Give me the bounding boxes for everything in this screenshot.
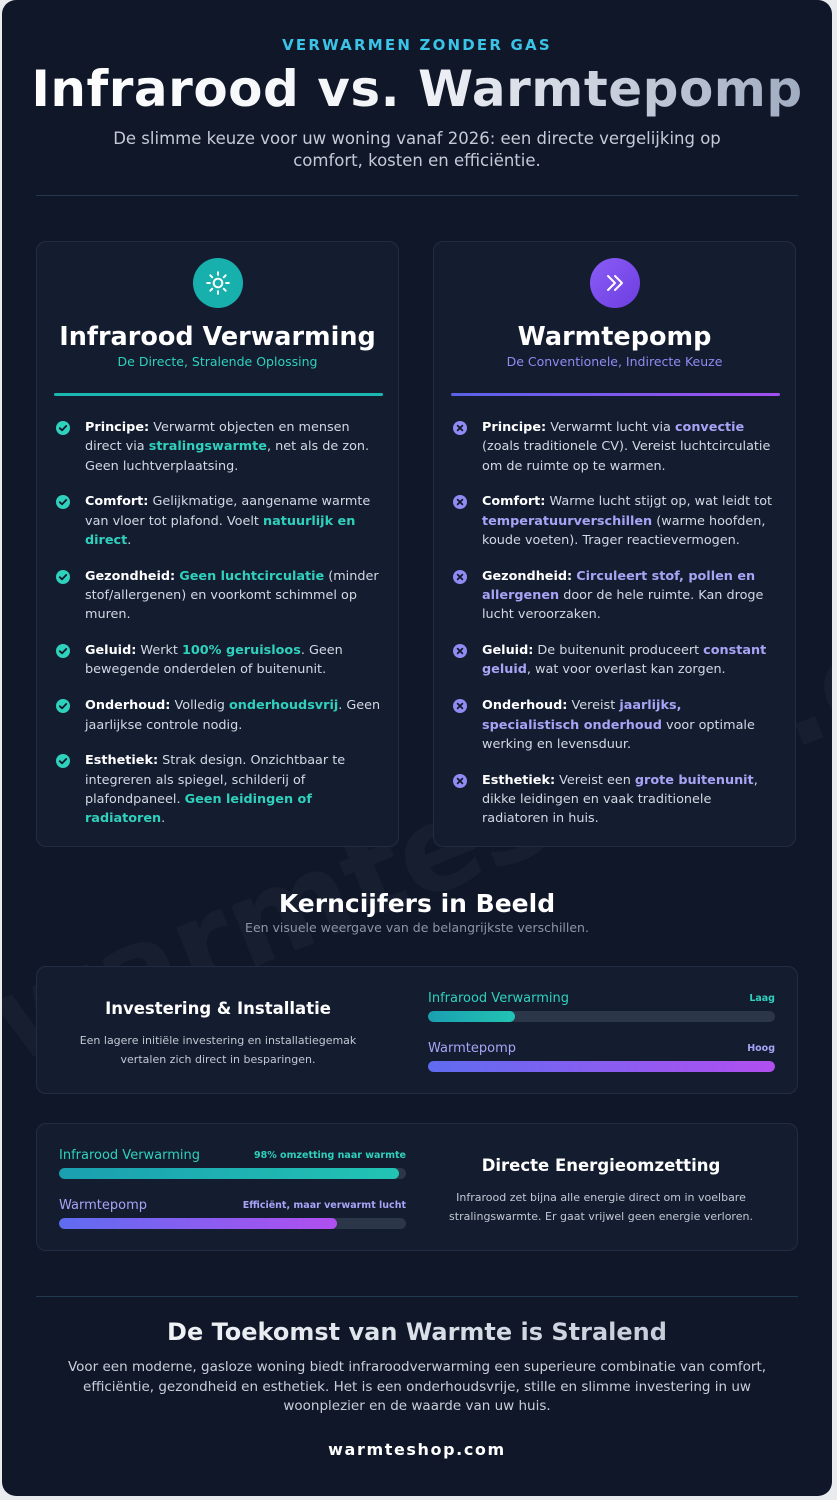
check-icon [56, 495, 70, 509]
cross-icon [453, 495, 467, 509]
figures-subtitle: Een visuele weergave van de belangrijkste verschillen. [245, 920, 589, 935]
list-item: Esthetiek: Vereist een grote buitenunit, dikke leidingen en vaak traditionele radiatoren in huis. [451, 771, 781, 829]
bar-label: Warmtepomp [428, 1041, 516, 1056]
heatpump-subtitle: De Conventionele, Indirecte Keuze [506, 354, 723, 369]
check-icon [56, 644, 70, 658]
infrared-list [54, 418, 384, 845]
bar-label: Warmtepomp [59, 1198, 147, 1213]
footer-divider [36, 1296, 798, 1297]
heatpump-divider [451, 393, 780, 396]
conversion-bar-infrared [59, 1148, 406, 1198]
list-item: Comfort: Warme lucht stijgt op, wat leidt tot temperatuurverschillen (warme hoofden, koude voeten). Trager reactievermogen. [451, 492, 781, 550]
infrared-title: Infrarood Verwarming [59, 322, 376, 352]
bar-fill [428, 1011, 515, 1022]
cross-icon [453, 699, 467, 713]
bar-tag: Laag [749, 993, 775, 1004]
infographic-page [2, 0, 832, 1496]
double-chevron-right-icon [590, 258, 640, 308]
investment-text-block [37, 999, 399, 1069]
figures-title: Kerncijfers in Beeld [278, 889, 556, 918]
conversion-bars [59, 1148, 406, 1248]
page-subtitle: De slimme keuze voor uw woning vanaf 2026: een directe vergelijking op comfort, kosten en efficiëntie. [113, 129, 721, 170]
bar-label: Infrarood Verwarming [59, 1148, 201, 1163]
list-item: Esthetiek: Strak design. Onzichtbaar te integreren als spiegel, schilderij of plafondpaneel. Geen leidingen of radiatoren. [54, 751, 384, 828]
bar-track [428, 1061, 775, 1072]
cross-icon [453, 774, 467, 788]
check-icon [56, 699, 70, 713]
bar-track [59, 1168, 406, 1179]
bar-fill [59, 1218, 337, 1229]
bar-track [59, 1218, 406, 1229]
infrared-divider [54, 393, 383, 396]
conversion-panel [36, 1123, 798, 1251]
check-icon [56, 570, 70, 584]
bar-tag: 98% omzetting naar warmte [254, 1150, 406, 1161]
list-item: Gezondheid: Circuleert stof, pollen en allergenen door de hele ruimte. Kan droge lucht veroorzaken. [451, 567, 781, 625]
list-item: Gezondheid: Geen luchtcirculatie (minder stof/allergenen) en voorkomt schimmel op muren. [54, 567, 384, 625]
infrared-card [36, 241, 399, 847]
header [2, 36, 832, 172]
cross-icon [453, 644, 467, 658]
footer-title: De Toekomst van Warmte is Stralend [2, 1318, 832, 1346]
bar-fill [428, 1061, 775, 1072]
investment-title: Investering & Installatie [105, 999, 331, 1018]
investment-bars [428, 991, 775, 1091]
eyebrow: VERWARMEN ZONDER GAS [282, 36, 552, 54]
infrared-subtitle: De Directe, Stralende Oplossing [117, 354, 318, 369]
cross-icon [453, 421, 467, 435]
conversion-text-block [420, 1156, 782, 1226]
investment-bar-heatpump [428, 1041, 775, 1091]
list-item: Onderhoud: Volledig onderhoudsvrij. Geen jaarlijkse controle nodig. [54, 696, 384, 735]
conversion-text: Infrarood zet bijna alle energie direct om in voelbare stralingswarmte. Er gaat vrijwel geen energie verloren. [449, 1191, 753, 1223]
list-item: Principe: Verwarmt objecten en mensen direct via stralingswarmte, net als de zon. Geen luchtverplaatsing. [54, 418, 384, 476]
list-item: Onderhoud: Vereist jaarlijks, specialistisch onderhoud voor optimale werking en levensduur. [451, 696, 781, 754]
investment-text: Een lagere initiële investering en installatiegemak vertalen zich direct in besparingen. [79, 1034, 357, 1066]
list-item: Principe: Verwarmt lucht via convectie (zoals traditionele CV). Vereist luchtcirculatie om de ruimte op te warmen. [451, 418, 781, 476]
cross-icon [453, 570, 467, 584]
bar-label: Infrarood Verwarming [428, 991, 570, 1006]
footer-text: Voor een moderne, gasloze woning biedt infraroodverwarming een superieure combinatie van comfort, efficiëntie, gezondheid en esthetiek. Het is een onderhoudsvrije, stille en slimme investering in uw woonplezier en de waarde van uw huis. [67, 1359, 767, 1414]
page-title: Infrarood vs. Warmtepomp [2, 60, 832, 118]
check-icon [56, 754, 70, 768]
bar-fill [59, 1168, 399, 1179]
check-icon [56, 421, 70, 435]
sun-icon [193, 258, 243, 308]
bar-track [428, 1011, 775, 1022]
list-item: Comfort: Gelijkmatige, aangename warmte van vloer tot plafond. Voelt natuurlijk en direct. [54, 492, 384, 550]
investment-panel [36, 966, 798, 1094]
conversion-bar-heatpump [59, 1198, 406, 1248]
investment-bar-infrared [428, 991, 775, 1041]
heatpump-list [451, 418, 781, 845]
header-divider [36, 195, 798, 196]
list-item: Geluid: Werkt 100% geruisloos. Geen bewegende onderdelen of buitenunit. [54, 641, 384, 680]
bar-tag: Efficiënt, maar verwarmt lucht [242, 1200, 406, 1211]
heatpump-title: Warmtepomp [517, 322, 712, 352]
heatpump-card [433, 241, 796, 847]
list-item: Geluid: De buitenunit produceert constant geluid, wat voor overlast kan zorgen. [451, 641, 781, 680]
footer-url[interactable]: warmteshop.com [328, 1440, 506, 1459]
conversion-title: Directe Energieomzetting [481, 1156, 721, 1175]
bar-tag: Hoog [747, 1043, 775, 1054]
